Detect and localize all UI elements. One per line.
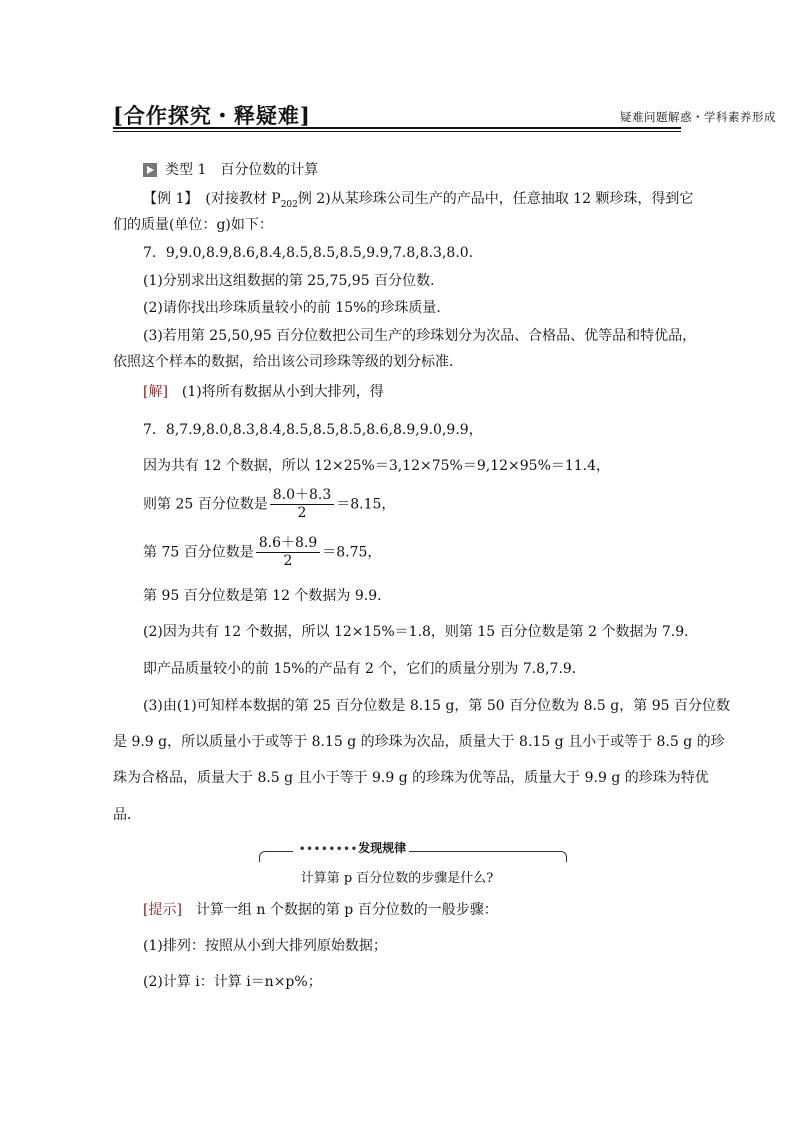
type-heading: 类型 1 百分位数的计算 — [165, 162, 319, 178]
solution-3-line-3: 珠为合格品，质量大于 8.5 g 且小于等于 9.9 g 的珍珠为优等品，质量大于 9.9 g 的珍珠为特优 — [113, 770, 709, 786]
example-data: 7．9,9.0,8.9,8.6,8.4,8.5,8.5,8.5,9.9,7.8,8.3,8.0． — [143, 245, 483, 261]
hint-step-2: (2)计算 i：计算 i＝n×p%； — [143, 974, 322, 990]
example-line-1: 【例 1】 (对接教材 $P_{202}$例 2)从某珍珠公司生产的产品中，任意抽取 12 颗珍珠，得到它 — [143, 191, 694, 210]
dots-decoration: •••••••• — [299, 844, 359, 855]
hint-step-1: (1)排列：按照从小到大排列原始数据； — [143, 938, 387, 954]
play-triangle-icon — [143, 163, 157, 177]
hint-line: [提示] 计算一组 n 个数据的第 p 百分位数的一般步骤： — [143, 902, 498, 918]
p75-line: 第 75 百分位数是 $\frac{8.6+8.9}{2}$ ＝8.75， — [143, 535, 382, 569]
question-3-line-1: (3)若用第 25,50,95 百分位数把公司生产的珍珠划分为次品、合格品、优等品和特优品， — [143, 328, 697, 344]
pattern-question: 计算第 p 百分位数的步骤是什么? — [300, 871, 494, 886]
header-rule — [113, 127, 681, 129]
question-1: (1)分别求出这组数据的第 25,75,95 百分位数． — [143, 273, 445, 289]
solution-line-1: [解] (1)将所有数据从小到大排列，得 — [143, 384, 384, 400]
type-heading-row — [143, 161, 318, 179]
count-line: 因为共有 12 个数据，所以 12×25%＝3,12×75%＝9,12×95%＝11.4， — [143, 458, 611, 474]
p25-fraction: $\frac{8.0+8.3}{2}$ — [270, 487, 335, 522]
solution-3-line-1: (3)由(1)可知样本数据的第 25 百分位数是 8.15 g，第 50 百分位数为 8.5 g，第 95 百分位数 — [143, 698, 730, 714]
question-3-line-2: 依照这个样本的数据，给出该公司珍珠等级的划分标准． — [113, 354, 463, 370]
solution-3-line-2: 是 9.9 g，所以质量小于或等于 8.15 g 的珍珠为次品，质量大于 8.15 g 且小于或等于 8.5 g 的珍 — [113, 734, 725, 750]
question-2: (2)请你找出珍珠质量较小的前 15%的珍珠质量． — [143, 300, 451, 316]
example-label: 【例 1】 — [143, 191, 192, 207]
solution-2b: 即产品质量较小的前 15%的产品有 2 个，它们的质量分别为 7.8,7.9． — [143, 661, 586, 677]
p25-line: 则第 25 百分位数是 $\frac{8.0+8.3}{2}$ ＝8.15， — [143, 487, 396, 521]
example-line-2: 们的质量(单位：g)如下： — [113, 217, 273, 233]
header-rule-thin — [113, 131, 681, 132]
hint-label: [提示] — [143, 902, 182, 918]
p95-line: 第 95 百分位数是第 12 个数据为 9.9． — [143, 588, 392, 604]
pattern-title: ••••••••发现规律 — [296, 839, 409, 856]
section-tag: 疑难问题解惑・学科素养形成 — [620, 110, 776, 124]
solution-3-line-4: 品． — [113, 807, 141, 823]
solution-label: [解] — [143, 384, 168, 400]
solution-2: (2)因为共有 12 个数据，所以 12×15%＝1.8，则第 15 百分位数是第 2 个数据为 7.9． — [143, 624, 699, 640]
section-title: [合作探究・释疑难] — [113, 103, 311, 128]
sorted-data: 7．8,7.9,8.0,8.3,8.4,8.5,8.5,8.5,8.6,8.9,9.0,9.9， — [143, 422, 483, 438]
p75-fraction: $\frac{8.6+8.9}{2}$ — [256, 535, 321, 570]
